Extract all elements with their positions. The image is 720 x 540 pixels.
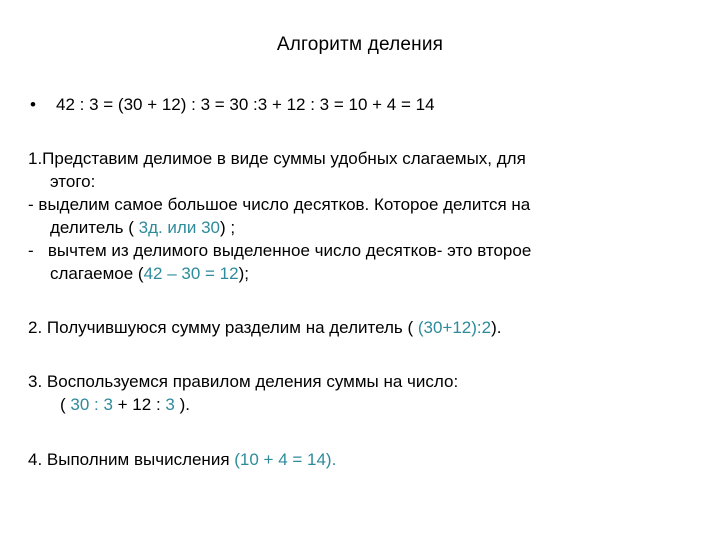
step-1-line-2: этого: [50, 172, 96, 191]
slide-title: Алгоритм деления [276, 34, 444, 55]
dash-1-cont-post: ) ; [219, 218, 236, 237]
step-2-post: ). [491, 318, 502, 337]
step-3-highlight-2: 3 [165, 395, 175, 414]
dash-2-cont-post: ); [238, 264, 249, 283]
dash-1-text: выделим самое большое число десятков. Которое делится на [38, 195, 531, 214]
step-1-dash-1-cont [28, 216, 531, 239]
step-1-dash-1 [28, 193, 531, 216]
dash-2-cont-pre: слагаемое ( [50, 264, 144, 283]
step-1-dash-2-cont [28, 262, 531, 285]
step-3-highlight-1: 30 : 3 [70, 395, 113, 414]
example-bullet [30, 95, 435, 115]
step-3-line-2 [28, 393, 458, 416]
step-4-highlight: (10 + 4 = 14). [234, 450, 337, 469]
step-3 [28, 370, 458, 416]
dash-1-highlight: 3д. или 30 [138, 218, 220, 237]
step-3-pre: ( [60, 395, 71, 414]
step-2-highlight: (30+12):2 [417, 318, 492, 337]
step-4-pre: 4. Выполним вычисления [28, 450, 235, 469]
step-4-line [28, 448, 336, 471]
example-expression: 42 : 3 = (30 + 12) : 3 = 30 :3 + 12 : 3 = 10 + 4 = 14 [56, 95, 435, 114]
step-3-post: ). [174, 395, 190, 414]
step-2-line [28, 316, 502, 339]
step-4 [28, 448, 336, 471]
dash-2-text: вычтем из делимого выделенное число десятков- это второе [47, 241, 532, 260]
bullet-marker: • [30, 95, 36, 114]
step-3-mid: + 12 : [112, 395, 166, 414]
dash-1-cont-pre: делитель ( [50, 218, 139, 237]
step-3-line-1: 3. Воспользуемся правилом деления суммы на число: [28, 372, 459, 391]
step-1-dash-2 [28, 239, 531, 262]
dash-2-highlight: 42 – 30 = 12 [143, 264, 239, 283]
step-1-line-1: 1.Представим делимое в виде суммы удобных слагаемых, для [28, 149, 526, 168]
step-2-pre: 2. Получившуюся сумму разделим на делитель ( [28, 318, 418, 337]
step-2 [28, 316, 502, 339]
step-1 [28, 147, 531, 285]
dash-marker: - [28, 195, 34, 214]
dash-marker: - [28, 241, 34, 260]
